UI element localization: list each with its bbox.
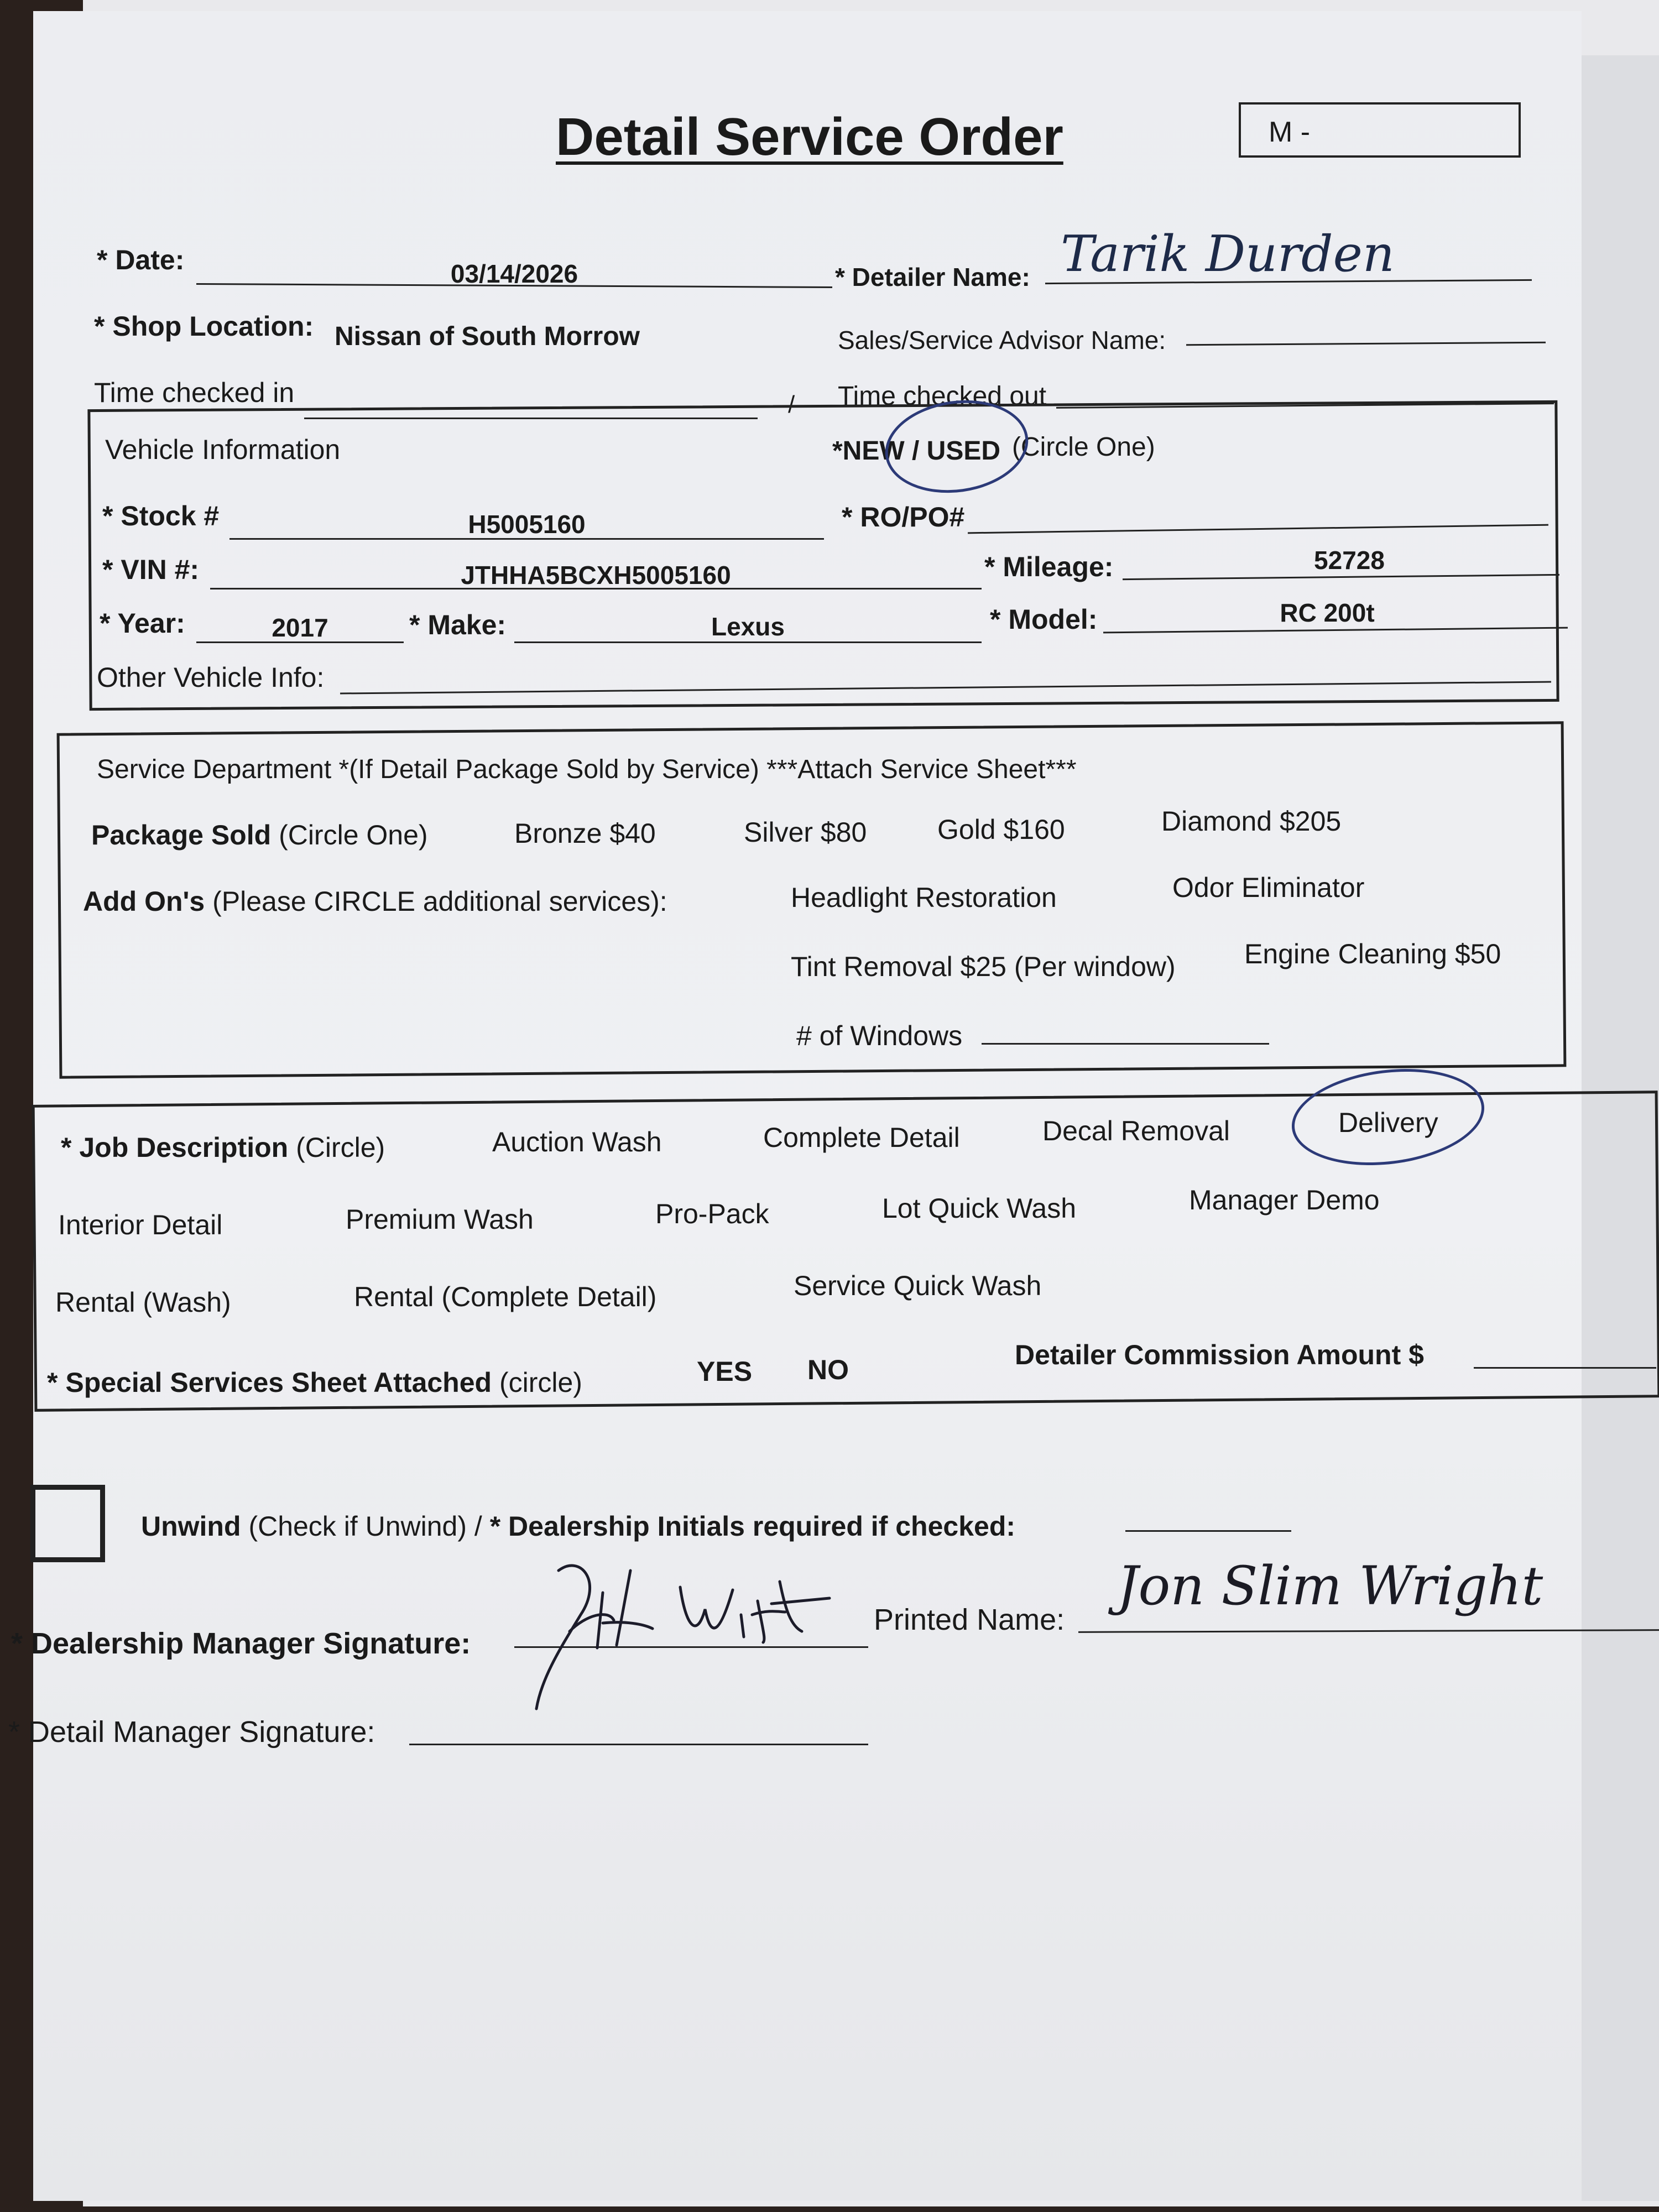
model-label: * Model:	[990, 604, 1098, 635]
vehicle-info-label: Vehicle Information	[105, 434, 341, 465]
vin-label: * VIN #:	[102, 554, 200, 585]
time-separator: /	[788, 391, 795, 418]
vin-value[interactable]: JTHHA5BCXH5005160	[461, 561, 731, 589]
dealership-manager-signature-label: * Dealership Manager Signature:	[11, 1627, 471, 1660]
printed-name-line	[1078, 1629, 1659, 1633]
job-interior-detail[interactable]: Interior Detail	[58, 1209, 223, 1240]
stock-label: * Stock #	[102, 500, 220, 531]
package-bronze[interactable]: Bronze $40	[514, 818, 656, 849]
job-lot-quick-wash[interactable]: Lot Quick Wash	[882, 1193, 1077, 1224]
commission-label: Detailer Commission Amount $	[1015, 1339, 1424, 1370]
other-info-label: Other Vehicle Info:	[97, 662, 325, 693]
unwind-label-bold: Unwind	[141, 1511, 241, 1542]
circle-one-label: (Circle One)	[1012, 432, 1155, 462]
dealership-initials-line[interactable]	[1125, 1530, 1291, 1532]
add-ons-label	[83, 888, 667, 915]
job-rental-wash[interactable]: Rental (Wash)	[55, 1287, 231, 1318]
sales-advisor-line[interactable]	[1186, 342, 1546, 346]
time-out-label: Time checked out	[838, 382, 1047, 411]
job-description-label	[61, 1134, 385, 1161]
time-in-label: Time checked in	[94, 377, 295, 408]
mileage-label: * Mileage:	[984, 551, 1114, 582]
special-services-yes[interactable]: YES	[697, 1356, 753, 1387]
special-services-label-rest: (circle)	[499, 1367, 582, 1398]
job-complete-detail[interactable]: Complete Detail	[763, 1122, 960, 1153]
job-delivery[interactable]: Delivery	[1338, 1107, 1438, 1138]
detailer-name-label: * Detailer Name:	[835, 263, 1030, 291]
package-sold-label-bold: Package Sold	[91, 820, 272, 851]
add-ons-label-rest: (Please CIRCLE additional services):	[212, 886, 667, 917]
job-service-quick-wash[interactable]: Service Quick Wash	[794, 1270, 1042, 1301]
detail-manager-signature-label: * Detail Manager Signature:	[8, 1715, 375, 1749]
addon-tint-removal[interactable]: Tint Removal $25 (Per window)	[791, 951, 1176, 982]
unwind-label-rest: (Check if Unwind) /	[248, 1511, 482, 1542]
package-gold[interactable]: Gold $160	[937, 814, 1065, 845]
job-description-label-rest: (Circle)	[296, 1132, 385, 1163]
job-manager-demo[interactable]: Manager Demo	[1189, 1185, 1380, 1215]
package-sold-label	[91, 821, 428, 849]
job-rental-complete-detail[interactable]: Rental (Complete Detail)	[354, 1281, 657, 1312]
addon-engine-cleaning[interactable]: Engine Cleaning $50	[1244, 938, 1501, 969]
special-services-no[interactable]: NO	[807, 1354, 849, 1385]
commission-line[interactable]	[1474, 1367, 1656, 1369]
stock-value[interactable]: H5005160	[468, 510, 586, 539]
dealership-initials-label: * Dealership Initials required if checked:	[489, 1511, 1016, 1542]
package-diamond[interactable]: Diamond $205	[1161, 806, 1342, 837]
package-silver[interactable]: Silver $80	[744, 817, 867, 848]
year-label: * Year:	[100, 608, 185, 639]
make-value[interactable]: Lexus	[711, 612, 785, 641]
model-value[interactable]: RC 200t	[1280, 598, 1375, 627]
date-value[interactable]: 03/14/2026	[450, 259, 578, 288]
add-ons-label-bold: Add On's	[83, 886, 205, 917]
order-number-box[interactable]	[1239, 102, 1521, 158]
form-title: Detail Service Order	[556, 107, 1063, 166]
detailer-name-handwritten[interactable]: Tarik Durden	[1061, 225, 1395, 283]
new-used-label: *NEW / USED	[832, 436, 1001, 466]
unwind-label	[141, 1512, 1015, 1540]
date-label: * Date:	[97, 244, 185, 275]
printed-name-handwritten[interactable]: Jon Slim Wright	[1117, 1555, 1543, 1617]
job-premium-wash[interactable]: Premium Wash	[346, 1204, 534, 1235]
year-value[interactable]: 2017	[272, 613, 328, 642]
service-dept-header: Service Department *(If Detail Package Sold by Service) ***Attach Service Sheet***	[97, 755, 1077, 784]
make-line	[514, 641, 982, 643]
addon-odor-eliminator[interactable]: Odor Eliminator	[1172, 872, 1365, 903]
mileage-value[interactable]: 52728	[1314, 546, 1385, 575]
job-auction-wash[interactable]: Auction Wash	[492, 1126, 662, 1157]
shop-location-value: Nissan of South Morrow	[335, 322, 640, 351]
job-description-label-bold: * Job Description	[61, 1132, 289, 1163]
sales-advisor-label: Sales/Service Advisor Name:	[838, 326, 1166, 354]
windows-label: # of Windows	[796, 1020, 963, 1051]
ro-po-label: * RO/PO#	[842, 502, 965, 533]
shop-location-label: * Shop Location:	[94, 311, 314, 342]
make-label: * Make:	[409, 609, 507, 640]
addon-headlight-restoration[interactable]: Headlight Restoration	[791, 882, 1057, 913]
printed-name-label: Printed Name:	[874, 1603, 1065, 1636]
special-services-label-bold: * Special Services Sheet Attached	[47, 1367, 492, 1398]
order-number-prefix: M -	[1269, 116, 1311, 148]
windows-line[interactable]	[982, 1043, 1269, 1045]
dealership-manager-signature	[520, 1548, 863, 1714]
service-order-form	[8, 11, 1582, 2201]
special-services-label	[47, 1369, 582, 1396]
job-decal-removal[interactable]: Decal Removal	[1042, 1115, 1230, 1146]
unwind-checkbox[interactable]	[30, 1485, 105, 1562]
job-pro-pack[interactable]: Pro-Pack	[655, 1198, 769, 1229]
detail-manager-signature-line[interactable]	[409, 1744, 868, 1745]
package-sold-label-rest: (Circle One)	[279, 820, 428, 851]
